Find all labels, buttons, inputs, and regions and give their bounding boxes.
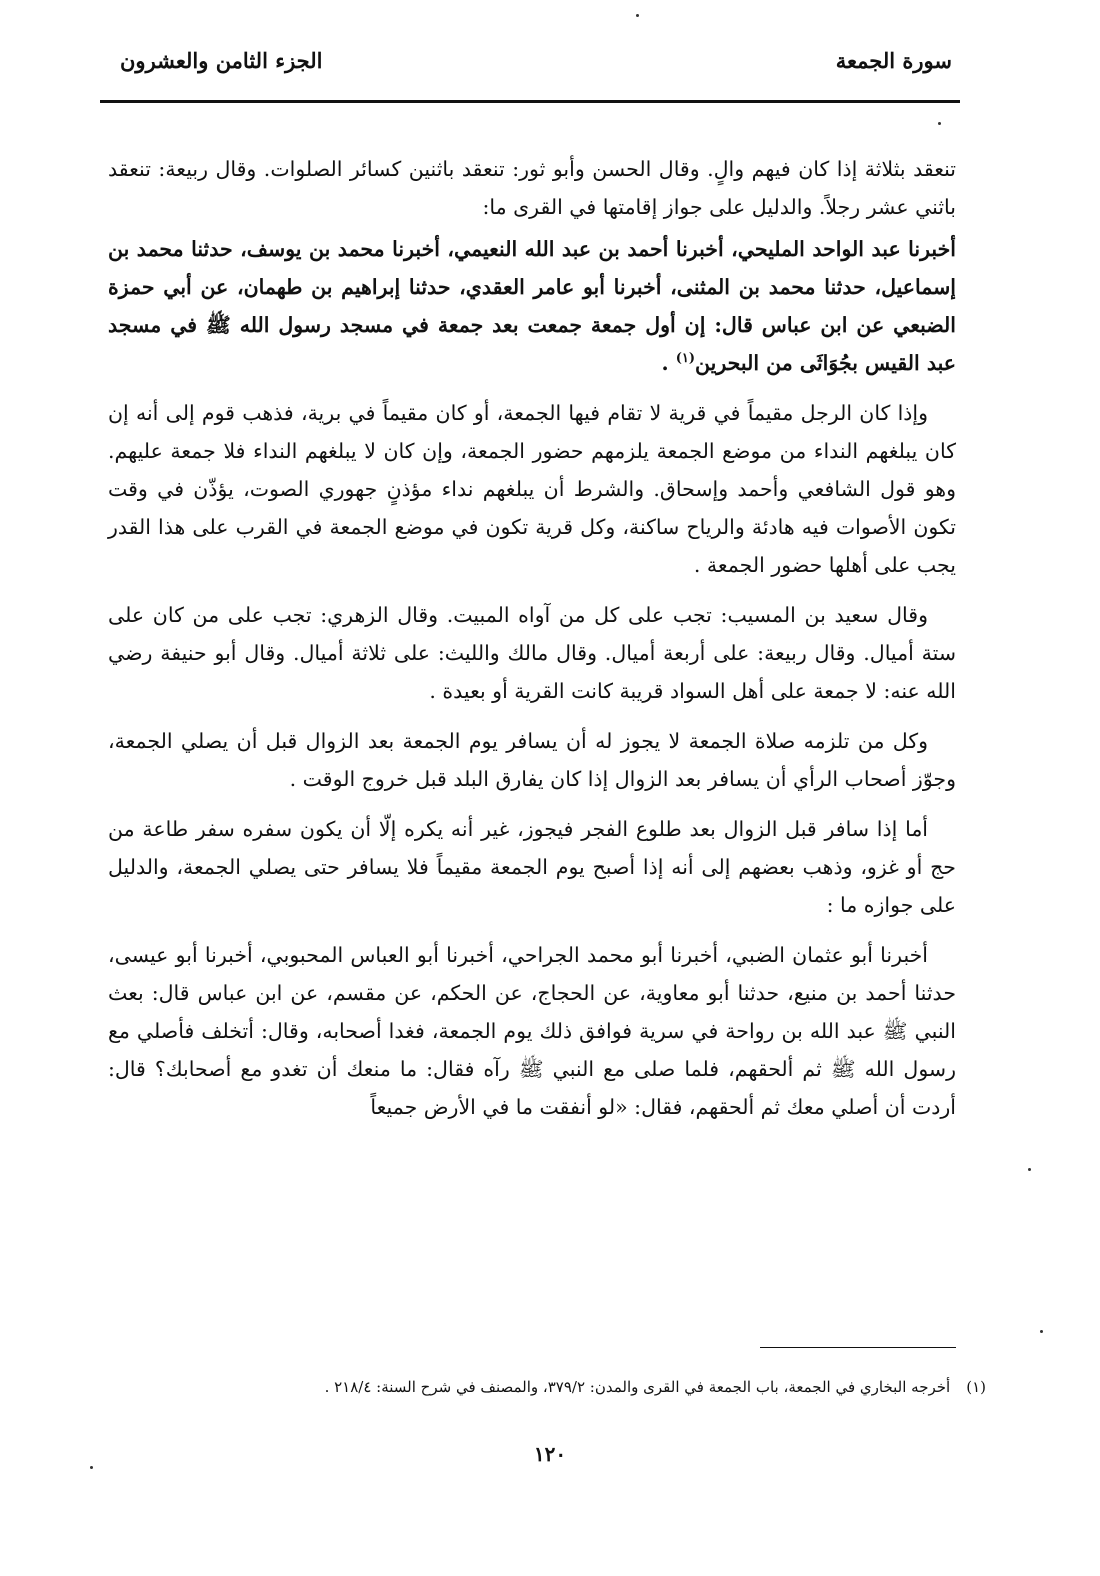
footnote <box>150 1375 986 1399</box>
paragraph-1: تنعقد بثلاثة إذا كان فيهم والٍ. وقال الحسن وأبو ثور: تنعقد باثنين كسائر الصلوات. وقال ربيعة: تنعقد باثني عشر رجلاً. والدليل على جواز إقامتها في القرى ما: <box>108 157 956 219</box>
scan-speck <box>1028 1168 1031 1171</box>
paragraph-6: أما إذا سافر قبل الزوال بعد طلوع الفجر فيجوز، غير أنه يكره إلّا أن يكون سفره سفر طاعة من حج أو غزو، وذهب بعضهم إلى أنه إذا أصبح يوم الجمعة مقيماً فلا يسافر حتى يصلي الجمعة، والدليل على جوازه ما : <box>108 817 956 917</box>
footnote-reference[interactable]: (١) <box>675 351 696 367</box>
page-number: ١٢٠ <box>533 1442 567 1466</box>
hadith-chain-1 <box>108 230 956 382</box>
scan-speck <box>90 1466 93 1469</box>
hadith-1-end: . <box>661 351 676 375</box>
juz-title: الجزء الثامن والعشرون <box>120 48 323 73</box>
scan-speck <box>938 122 941 125</box>
footnote-rule <box>760 1347 956 1348</box>
scan-speck <box>636 14 639 17</box>
hadith-1-text: أخبرنا عبد الواحد المليحي، أخبرنا أحمد بن عبد الله النعيمي، أخبرنا محمد بن يوسف، حدثنا محمد بن إسماعيل، حدثنا محمد بن المثنى، أخبرنا أبو عامر العقدي، حدثنا إبراهيم بن طهمان، عن أبي حمزة الضبعي عن ابن عباس قال: إن أول جمعة جمعت بعد جمعة في مسجد رسول الله ﷺ في مسجد عبد القيس بجُوَاثَى من البحرين <box>108 237 956 375</box>
main-text <box>108 150 956 1138</box>
surah-title: سورة الجمعة <box>835 48 952 73</box>
header-rule <box>100 100 960 103</box>
footnote-text: أخرجه البخاري في الجمعة، باب الجمعة في القرى والمدن: ٣٧٩/٢، والمصنف في شرح السنة: ٢١٨/٤ . <box>324 1378 951 1396</box>
footnote-number: (١) <box>966 1378 986 1396</box>
running-header <box>100 44 960 84</box>
hadith-chain-2: أخبرنا أبو عثمان الضبي، أخبرنا أبو محمد الجراحي، أخبرنا أبو العباس المحبوبي، أخبرنا أبو عيسى، حدثنا أحمد بن منيع، حدثنا أبو معاوية، عن الحجاج، عن الحكم، عن مقسم، عن ابن عباس قال: بعث النبي ﷺ عبد الله بن رواحة في سرية فوافق ذلك يوم الجمعة، فغدا أصحابه، وقال: أتخلف فأصلي مع رسول الله ﷺ ثم ألحقهم، فلما صلى مع النبي ﷺ رآه فقال: ما منعك أن تغدو مع أصحابك؟ قال: أردت أن أصلي معك ثم ألحقهم، فقال: «لو أنفقت ما في الأرض جميعاً <box>108 943 956 1119</box>
paragraph-5: وكل من تلزمه صلاة الجمعة لا يجوز له أن يسافر يوم الجمعة بعد الزوال قبل أن يصلي الجمعة، وجوّز أصحاب الرأي أن يسافر بعد الزوال إذا كان يفارق البلد قبل خروج الوقت . <box>108 729 956 791</box>
paragraph-3: وإذا كان الرجل مقيماً في قرية لا تقام فيها الجمعة، أو كان مقيماً في برية، فذهب قوم إلى أنه إن كان يبلغهم النداء من موضع الجمعة يلزمهم حضور الجمعة، وإن كان لا يبلغهم النداء فلا جمعة عليهم. وهو قول الشافعي وأحمد وإسحاق. والشرط أن يبلغهم نداء مؤذنٍ جهوري الصوت، يؤذّن في وقت تكون الأصوات فيه هادئة والرياح ساكنة، وكل قرية تكون في موضع الجمعة في القرب على هذا القدر يجب على أهلها حضور الجمعة . <box>108 401 956 577</box>
scan-speck <box>1040 1330 1043 1333</box>
paragraph-4: وقال سعيد بن المسيب: تجب على كل من آواه المبيت. وقال الزهري: تجب على من كان على ستة أميال. وقال ربيعة: على أربعة أميال. وقال مالك والليث: على ثلاثة أميال. وقال أبو حنيفة رضي الله عنه: لا جمعة على أهل السواد قريبة كانت القرية أو بعيدة . <box>108 603 956 703</box>
